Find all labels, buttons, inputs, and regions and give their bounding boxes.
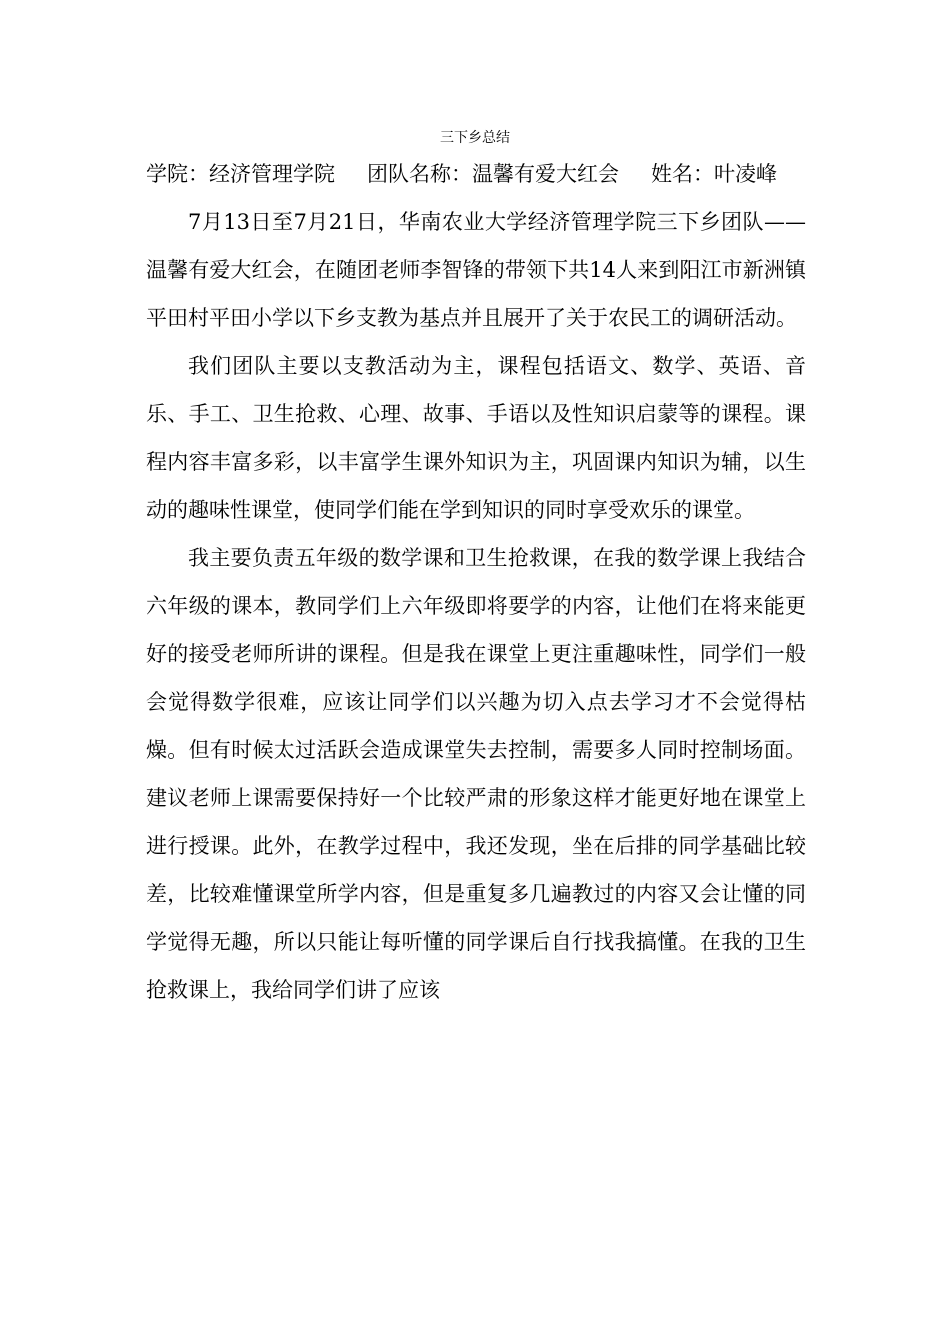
team-field: 团队名称：温馨有爱大红会: [367, 162, 619, 186]
college-field: 学院：经济管理学院: [146, 162, 335, 186]
paragraph-1: 7月13日至7月21日，华南农业大学经济管理学院三下乡团队——温馨有爱大红会，在随团老师李智锋的带领下共14人来到阳江市新洲镇平田村平田小学以下乡支教为基点并且展开了关于农民工的调研活动。: [146, 210, 806, 330]
author-info-line: [146, 150, 806, 198]
paragraph-2: 我们团队主要以支教活动为主，课程包括语文、数学、英语、音乐、手工、卫生抢救、心理、故事、手语以及性知识启蒙等的课程。课程内容丰富多彩，以丰富学生课外知识为主，巩固课内知识为辅，以生动的趣味性课堂，使同学们能在学到知识的同时享受欢乐的课堂。: [146, 354, 806, 522]
document-body: [146, 150, 806, 1014]
document-title: 三下乡总结: [440, 130, 510, 146]
paragraph-3: 我主要负责五年级的数学课和卫生抢救课，在我的数学课上我结合六年级的课本，教同学们上六年级即将要学的内容，让他们在将来能更好的接受老师所讲的课程。但是我在课堂上更注重趣味性，同学们一般会觉得数学很难，应该让同学们以兴趣为切入点去学习才不会觉得枯燥。但有时候太过活跃会造成课堂失去控制，需要多人同时控制场面。建议老师上课需要保持好一个比较严肃的形象这样才能更好地在课堂上进行授课。此外，在教学过程中，我还发现，坐在后排的同学基础比较差，比较难懂课堂所学内容，但是重复多几遍教过的内容又会让懂的同学觉得无趣，所以只能让每听懂的同学课后自行找我搞懂。在我的卫生抢救课上，我给同学们讲了应该: [146, 546, 806, 1002]
author-name-field: 姓名：叶凌峰: [651, 162, 777, 186]
